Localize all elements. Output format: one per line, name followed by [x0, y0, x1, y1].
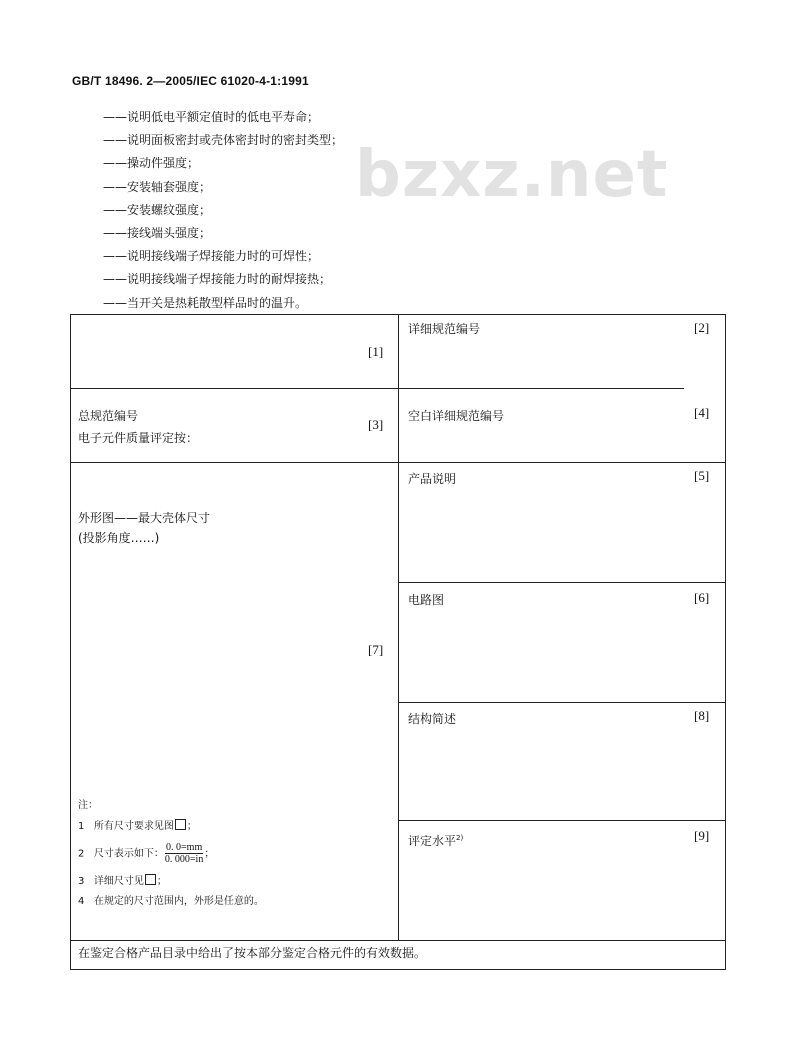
- ref-7: [7]: [368, 642, 384, 657]
- detail-reference-box-icon: [145, 874, 156, 885]
- ref-5: [5]: [694, 468, 710, 483]
- list-item: ——说明面板密封或壳体密封时的密封类型；: [103, 133, 344, 148]
- form-row-divider: [70, 462, 726, 463]
- generic-spec-label: 总规范编号: [78, 409, 139, 423]
- note-1: 1 所有尺寸要求见图 ；: [78, 821, 197, 832]
- standard-header: GB/T 18496. 2—2005/IEC 61020-4-1:1991: [72, 74, 309, 88]
- note-text: 在规定的尺寸范围内，外形是任意的。: [93, 896, 264, 907]
- list-item: ——安装轴套强度；: [103, 179, 212, 194]
- list-item: ——说明接线端子焊接能力时的耐焊接热；: [103, 272, 332, 287]
- watermark: bzxz.net: [355, 138, 669, 212]
- note-number: 1: [78, 821, 85, 832]
- note-number: 2: [78, 848, 85, 860]
- form-row-divider: [398, 702, 726, 703]
- figure-reference-box-icon: [175, 819, 186, 830]
- list-item: ——安装螺纹强度；: [103, 202, 212, 217]
- assessment-level-label: [408, 828, 463, 851]
- ref-9: [9]: [694, 828, 710, 843]
- ref-8: [8]: [694, 708, 710, 723]
- assessment-level-text: 评定水平: [408, 834, 457, 848]
- unit-fraction: [164, 842, 204, 865]
- note-number: 3: [78, 876, 85, 887]
- projection-angle-label: (投影角度……): [78, 531, 160, 545]
- list-item: ——说明接线端子焊接能力时的可焊性；: [103, 249, 320, 264]
- note-text: 尺寸表示如下：: [93, 848, 164, 860]
- note-text: 所有尺寸要求见图: [93, 821, 174, 832]
- quality-assessment-label: 电子元件质量评定按：: [78, 431, 199, 445]
- detail-spec-number-label: 详细规范编号: [408, 322, 481, 336]
- list-item: ——操动件强度；: [103, 156, 200, 171]
- fraction-denominator: 0. 000=in: [164, 854, 204, 865]
- qualified-products-footer: 在鉴定合格产品目录中给出了按本部分鉴定合格元件的有效数据。: [78, 946, 427, 960]
- ref-2: [2]: [694, 320, 710, 335]
- list-item: ——接线端头强度；: [103, 226, 212, 241]
- requirements-list: [103, 106, 343, 315]
- form-row-divider: [70, 940, 726, 941]
- form-row-divider: [70, 388, 684, 389]
- circuit-diagram-label: 电路图: [408, 593, 445, 607]
- notes-title: 注：: [78, 800, 98, 811]
- form-row-divider: [398, 582, 726, 583]
- list-item: ——当开关是热耗散型样品时的温升。: [103, 295, 308, 310]
- ref-3: [3]: [368, 417, 384, 432]
- note-4: [78, 892, 264, 912]
- structure-summary-label: 结构简述: [408, 712, 457, 726]
- list-item: ——说明低电平额定值时的低电平寿命；: [103, 110, 320, 124]
- product-description-label: 产品说明: [408, 472, 457, 486]
- form-row-divider: [398, 820, 726, 821]
- footnote-marker: 2): [456, 834, 464, 842]
- outline-drawing-label: 外形图——最大壳体尺寸: [78, 511, 211, 525]
- note-text: 详细尺寸见: [93, 876, 144, 887]
- ref-6: [6]: [694, 590, 710, 605]
- note-2: 2 尺寸表示如下： $\frac{0. 0=mm}{0. 000=in}$ ；: [78, 842, 215, 865]
- note-number: 4: [78, 896, 85, 907]
- form-column-divider: [398, 314, 399, 940]
- note-3: 3 详细尺寸见 ；: [78, 876, 167, 887]
- ref-4: [4]: [694, 405, 710, 420]
- blank-detail-spec-label: 空白详细规范编号: [408, 409, 505, 423]
- fraction-numerator: 0. 0=mm: [166, 842, 203, 853]
- ref-1: [1]: [368, 344, 384, 359]
